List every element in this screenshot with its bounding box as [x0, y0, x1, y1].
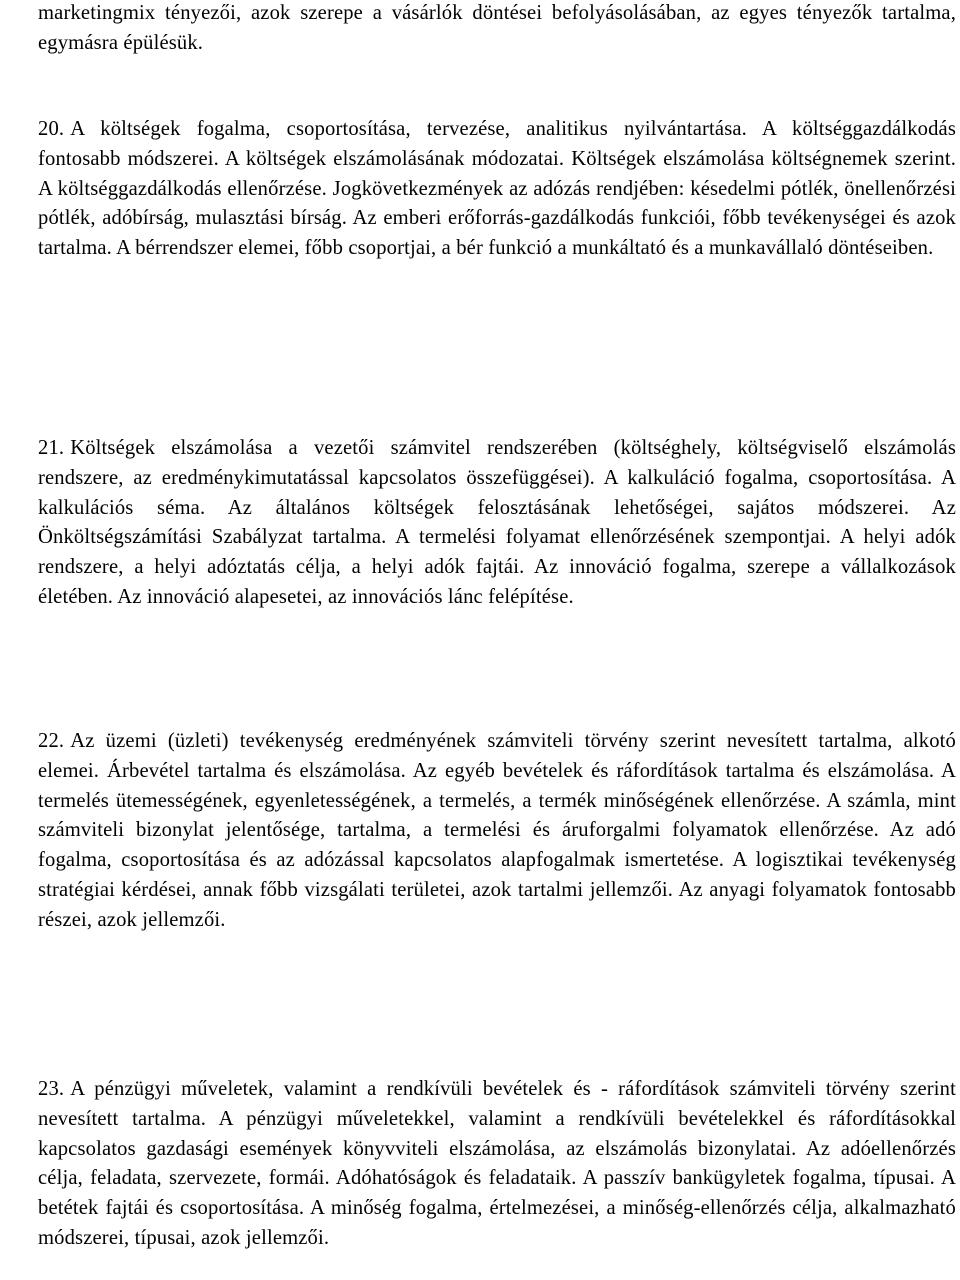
item-number: 23.	[38, 1078, 65, 1100]
paragraph-text: A pénzügyi műveletek, valamint a rendkívüli bevételek és - ráfordítások számviteli törvény szerint nevesített tartalma. A pénzügyi műveletekkel, valamint a rendkívüli bevételekkel és ráfordításokkal kapcsolatos gazdasági események könyvviteli elszámolása, az elszámolás bizonylatai. Az adóellenőrzés célja, feladata, szervezete, formái. Adóhatóságok és feladataik. A passzív bankügyletek fogalma, típusai. A betétek fajtái és csoportosítása. A minőség fogalma, értelmezései, a minőség-ellenőrzés célja, alkalmazható módszerei, típusai, azok jellemzői.	[38, 1078, 956, 1249]
paragraph-continued	[38, 0, 956, 59]
paragraph-item-22	[38, 727, 956, 936]
item-number: 22.	[38, 730, 65, 752]
item-number: 20.	[38, 118, 65, 140]
paragraph-item-23	[38, 1075, 956, 1254]
paragraph-text: Költségek elszámolása a vezetői számvitel rendszerében (költséghely, költségviselő elszámolás rendszere, az eredménykimutatással kapcsolatos összefüggései). A kalkuláció fogalma, csoportosítása. A kalkulációs séma. Az általános költségek felosztásának lehetőségei, sajátos módszerei. Az Önköltségszámítási Szabályzat tartalma. A termelési folyamat ellenőrzésének szempontjai. A helyi adók rendszere, a helyi adóztatás célja, a helyi adók fajtái. Az innováció fogalma, szerepe a vállalkozások életében. Az innováció alapesetei, az innovációs lánc felépítése.	[38, 437, 956, 608]
paragraph-text: A költségek fogalma, csoportosítása, tervezése, analitikus nyilvántartása. A költséggazdálkodás fontosabb módszerei. A költségek elszámolásának módozatai. Költségek elszámolása költségnemek szerint. A költséggazdálkodás ellenőrzése. Jogkövetkezmények az adózás rendjében: késedelmi pótlék, önellenőrzési pótlék, adóbírság, mulasztási bírság. Az emberi erőforrás-gazdálkodás funkciói, főbb tevékenységei és azok tartalma. A bérrendszer elemei, főbb csoportjai, a bér funkció a munkáltató és a munkavállaló döntéseiben.	[38, 118, 956, 260]
paragraph-text: Az üzemi (üzleti) tevékenység eredményének számviteli törvény szerint nevesített tartalma, alkotó elemei. Árbevétel tartalma és elszámolása. Az egyéb bevételek és ráfordítások tartalma és elszámolása. A termelés ütemességének, egyenletességének, a termelés, a termék minőségének ellenőrzése. A számla, mint számviteli bizonylat jelentősége, tartalma, a termelési és áruforgalmi folyamatok ellenőrzése. Az adó fogalma, csoportosítása és az adózással kapcsolatos alapfogalmak ismertetése. A logisztikai tevékenység stratégiai kérdései, annak főbb vizsgálati területei, azok tartalmi jellemzői. Az anyagi folyamatok fontosabb részei, azok jellemzői.	[38, 730, 956, 931]
paragraph-text: marketingmix tényezői, azok szerepe a vásárlók döntései befolyásolásában, az egyes tényezők tartalma, egymásra épülésük.	[38, 2, 956, 54]
paragraph-item-21	[38, 434, 956, 613]
paragraph-item-20	[38, 115, 956, 264]
item-number: 21.	[38, 437, 65, 459]
